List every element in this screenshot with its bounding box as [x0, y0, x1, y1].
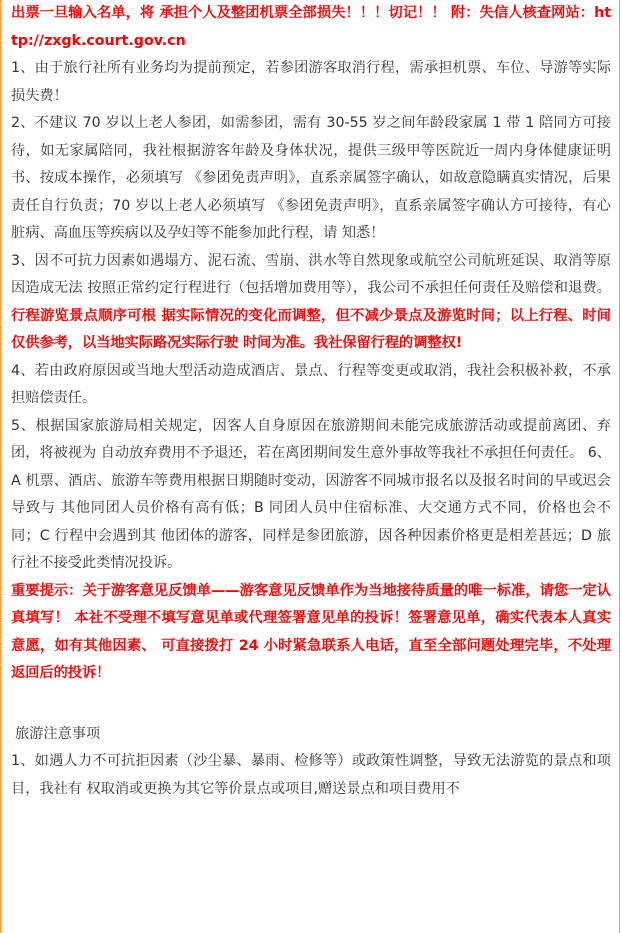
itinerary-adjustment-notice: 行程游览景点顺序可根 据实际情况的变化而调整，但不减少景点及游览时间；以上行程、时间仅供参考，以当地实际路况实际行驶 时间为准。我社保留行程的调整权!	[11, 307, 611, 351]
clause-2-paragraph: 2、不建议 70 岁以上老人参团，如需参团，需有 30-55 岁之间年龄段家属 1 带 1 陪同方可接待，如无家属陪同，我社根据游客年龄及身体状况，提供三级甲等医院近一周内身体健康证明书、按成本操作，必须填写 《参团免责声明》，直系亲属签字确认，如故意隐瞒真实情况，后果责任自行负责；70 岁以上老人必须填写 《参团免责声明》，直系亲属签字确认方可接待，有心脏病、高血压等疾病以及孕妇等不能参加此行程，请 知悉！	[11, 115, 611, 241]
clause-4-paragraph: 4、若由政府原因或当地大型活动造成酒店、景点、行程等变更或取消，我社会积极补救，不承担赔偿责任。	[11, 362, 611, 406]
feedback-form-notice: 重要提示：关于游客意见反馈单——游客意见反馈单作为当地接待质量的唯一标准，请您一定认真填写！ 本社不受理不填写意见单或代理签署意见单的投诉！签署意见单，确实代表本人真实意愿，如有其他因素、 可直接拨打 24 小时紧急联系人电话，直至全部问题处理完毕，不处理返回后的投诉！	[11, 582, 611, 681]
clause-1-paragraph: 1、由于旅行社所有业务均为提前预定，若参团游客取消行程，需承担机票、车位、导游等实际损失费！	[11, 60, 611, 104]
clause-3-paragraph	[11, 248, 611, 358]
clause-3-text: 3、因不可抗力因素如遇塌方、泥石流、雪崩、洪水等自然现象或航空公司航班延误、取消等原因造成无法 按照正常约定行程进行（包括增加费用等），我公司不承担任何责任及赔偿和退费。	[11, 252, 611, 296]
clause-5-6-paragraph: 5、根据国家旅游局相关规定，因客人自身原因在旅游期间未能完成旅游活动或提前离团、弃团，将被视为 自动放弃费用不予退还，若在离团期间发生意外事故等我社不承担任何责任。 6、A 机票、酒店、旅游车等费用根据日期随时变动，因游客不同城市报名以及报名时间的早或迟会导致与 其他同团人员价格有高有低；B 同团人员中住宿标准、大交通方式不同，价格也会不同；C 行程中会遇到其 他团体的游客，同样是参团旅游，因各种因素价格更是相差甚远；D 旅行社不接受此类情况投诉。	[11, 417, 611, 571]
terms-content	[11, 0, 611, 803]
travel-notes-clause-1: 1、如遇人力不可抗拒因素（沙尘暴、暴雨、检修等）或政策性调整，导致无法游览的景点和项目，我社有 权取消或更换为其它等价景点或项目,赠送景点和项目费用不	[11, 753, 611, 797]
ticket-warning-paragraph: 出票一旦输入名单，将 承担个人及整团机票全部损失！！！切记！！ 附：失信人核查网站：http://zxgk.court.gov.cn	[11, 5, 611, 49]
section-title-travel-notes: 旅游注意事项	[15, 725, 101, 742]
spacer	[11, 688, 611, 715]
